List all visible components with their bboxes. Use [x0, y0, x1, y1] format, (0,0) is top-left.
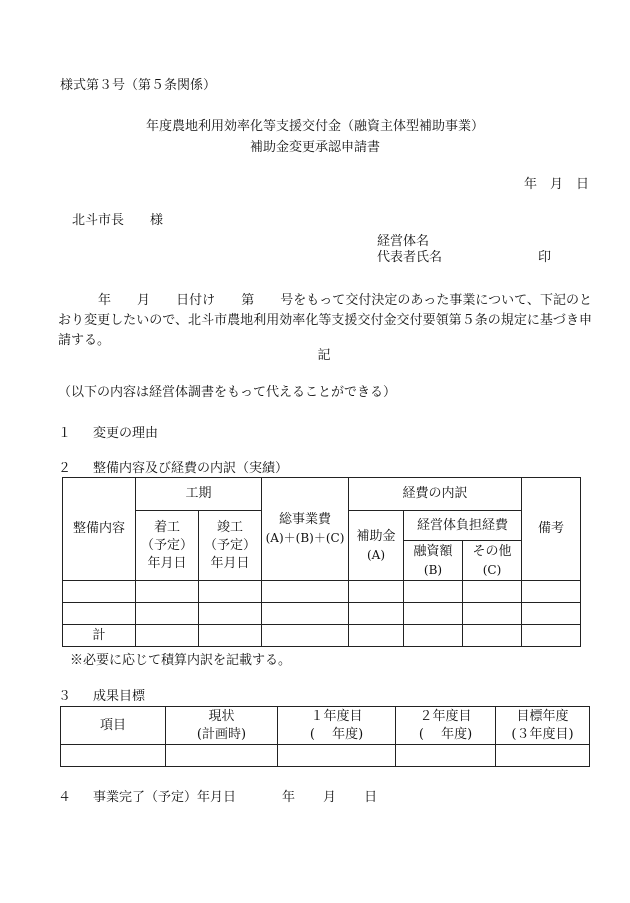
header-loan: 融資額 (B)	[404, 541, 463, 581]
header-year1: １年度目 ( 年度)	[278, 707, 396, 745]
section-number: ２	[58, 461, 72, 476]
header-remarks: 備考	[522, 478, 581, 581]
section-number: ４	[58, 790, 72, 805]
form-title-line2: 補助金変更承認申請書	[249, 140, 380, 155]
form-title-line1: 年度農地利用効率化等支援交付金（融資主体型補助事業）	[145, 119, 484, 134]
header-item: 項目	[61, 707, 166, 745]
table-row	[61, 745, 590, 767]
outcome-targets-table	[60, 706, 590, 767]
section-label: 成果目標	[93, 689, 146, 704]
header-subsidy: 補助金 (A)	[349, 511, 404, 581]
header-current: 現状 (計画時)	[166, 707, 278, 745]
section-label: 整備内容及び経費の内訳（実績）	[93, 461, 289, 476]
header-cost-breakdown: 経費の内訳	[349, 478, 522, 511]
section-number: ３	[58, 689, 72, 704]
section-change-reason	[58, 427, 158, 440]
header-total-cost: 総事業費 (A)＋(B)＋(C)	[262, 478, 349, 581]
entity-name-label: 経営体名	[377, 234, 430, 249]
section-completion-date	[58, 791, 377, 804]
section-label: 変更の理由	[93, 426, 159, 441]
addressee: 北斗市長 様	[72, 213, 164, 228]
survey-substitution-note: （以下の内容は経営体調書をもって代えることができる）	[58, 385, 397, 400]
header-content: 整備内容	[63, 478, 136, 581]
seal-mark: 印	[538, 250, 552, 265]
total-row	[63, 625, 581, 647]
section-number: １	[58, 426, 72, 441]
cost-breakdown-table	[62, 477, 581, 647]
table-row	[63, 603, 581, 625]
application-date: 年 月 日	[523, 177, 589, 192]
header-year2: ２年度目 ( 年度)	[396, 707, 496, 745]
representative-name-label: 代表者氏名	[377, 250, 443, 265]
section-label: 事業完了（予定）年月日	[93, 790, 237, 805]
section-outcome-targets	[58, 690, 145, 703]
ki-heading: 記	[317, 348, 331, 363]
header-other: その他 (C)	[463, 541, 522, 581]
header-end-date: 竣工 （予定） 年月日	[199, 511, 262, 581]
total-label: 計	[63, 625, 136, 647]
header-start-date: 着工 （予定） 年月日	[136, 511, 199, 581]
completion-year: 年	[282, 790, 296, 805]
form-number: 様式第３号（第５条関係）	[60, 78, 217, 93]
table-row	[63, 581, 581, 603]
itemization-note: ※必要に応じて積算内訳を記載する。	[70, 653, 292, 668]
completion-month: 月	[323, 790, 337, 805]
application-body-text: 年 月 日付け 第 号をもって交付決定のあった事業について、下記のとおり変更したいので、北斗市農地利用効率化等支援交付金交付要領第５条の規定に基づき申請する。	[58, 293, 592, 348]
completion-day: 日	[364, 790, 378, 805]
header-target-year: 目標年度 (３年度目)	[496, 707, 590, 745]
section-cost-breakdown	[58, 462, 288, 475]
header-burden: 経営体負担経費	[404, 511, 522, 541]
header-period: 工期	[136, 478, 262, 511]
